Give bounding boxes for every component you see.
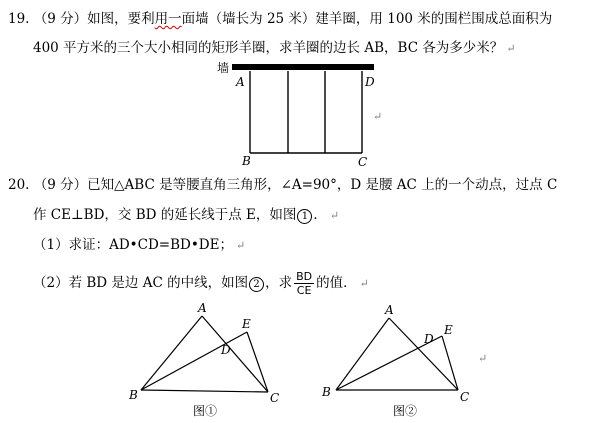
return-mark-icon: ↵ xyxy=(373,110,383,123)
fig2-label-a: A xyxy=(385,303,394,317)
return-mark-icon: ↵ xyxy=(235,239,246,252)
segment-ac xyxy=(202,316,268,392)
fraction-numerator: BD xyxy=(296,270,313,283)
return-mark-icon: ↵ xyxy=(359,277,369,290)
fig1-label-d: D xyxy=(221,343,231,357)
fig2-label-d: D xyxy=(424,332,434,346)
return-mark-icon: ↵ xyxy=(506,42,516,55)
fig1-label-c: C xyxy=(270,391,280,405)
q19-text-2: 400 平方米的三个大小相同的矩形羊圈，求羊圈的边长 AB，BC 各为多少米？ xyxy=(33,40,504,56)
fig1-label-b: B xyxy=(129,388,138,402)
wall-bar xyxy=(232,64,374,70)
fig2-label-c: C xyxy=(460,390,470,404)
return-mark-icon: ↵ xyxy=(478,352,488,365)
fig2-caption: 图② xyxy=(393,404,418,418)
fig1-label-e: E xyxy=(242,317,251,331)
point-label-b: B xyxy=(242,154,251,168)
q19-score: （9 分） xyxy=(33,11,88,27)
return-mark-icon: ↵ xyxy=(329,209,340,222)
figure-2-ref-circle: 2 xyxy=(249,277,264,292)
fig1-caption: 图① xyxy=(193,404,218,418)
fig1-label-a: A xyxy=(198,301,207,315)
q20-number: 20. xyxy=(8,177,30,193)
fraction-denominator: CE xyxy=(296,284,312,297)
q20-text-2a: 作 CE⊥BD，交 BD 的延长线于点 E，如图 xyxy=(33,207,297,223)
segment-ce xyxy=(247,332,268,392)
q19-text-wavy: 用一 xyxy=(154,11,182,27)
q20-part-2-text-b: ，求 xyxy=(265,275,293,291)
q19-text-1: 如图，要利 xyxy=(87,11,155,27)
segment-bc xyxy=(141,390,268,392)
wall-label: 墙 xyxy=(217,61,230,75)
segment-be xyxy=(141,332,247,390)
segment-ab xyxy=(336,318,389,390)
q20-text-2b: ． xyxy=(313,207,327,223)
segment-ab xyxy=(141,316,202,390)
point-label-a: A xyxy=(236,75,245,89)
fig2-label-e: E xyxy=(444,323,453,337)
q20-score: （9 分） xyxy=(33,177,88,193)
figure-1-ref-circle: 1 xyxy=(297,209,312,224)
q19-text-1b: 面墙（墙长为 25 米）建羊圈，用 100 米的围栏围成总面积为 xyxy=(181,11,553,27)
q20-part-2-text-c: 的值． xyxy=(316,275,357,291)
q19-number: 19. xyxy=(8,11,30,27)
q20-part-2-text-a: （2）若 BD 是边 AC 的中线，如图 xyxy=(33,275,249,291)
point-label-c: C xyxy=(358,155,368,169)
q20-figure-1 xyxy=(128,301,279,418)
q20-part-1-text: （1）求证：AD•CD=BD•DE； xyxy=(33,237,233,253)
q20-figure-2 xyxy=(321,303,487,418)
fig2-label-b: B xyxy=(322,385,331,399)
q20-text-1: 已知△ABC 是等腰直角三角形，∠A=90°，D 是腰 AC 上的一个动点，过点 C xyxy=(87,177,558,193)
point-label-d: D xyxy=(365,75,375,89)
q19-pen-figure xyxy=(217,60,382,169)
